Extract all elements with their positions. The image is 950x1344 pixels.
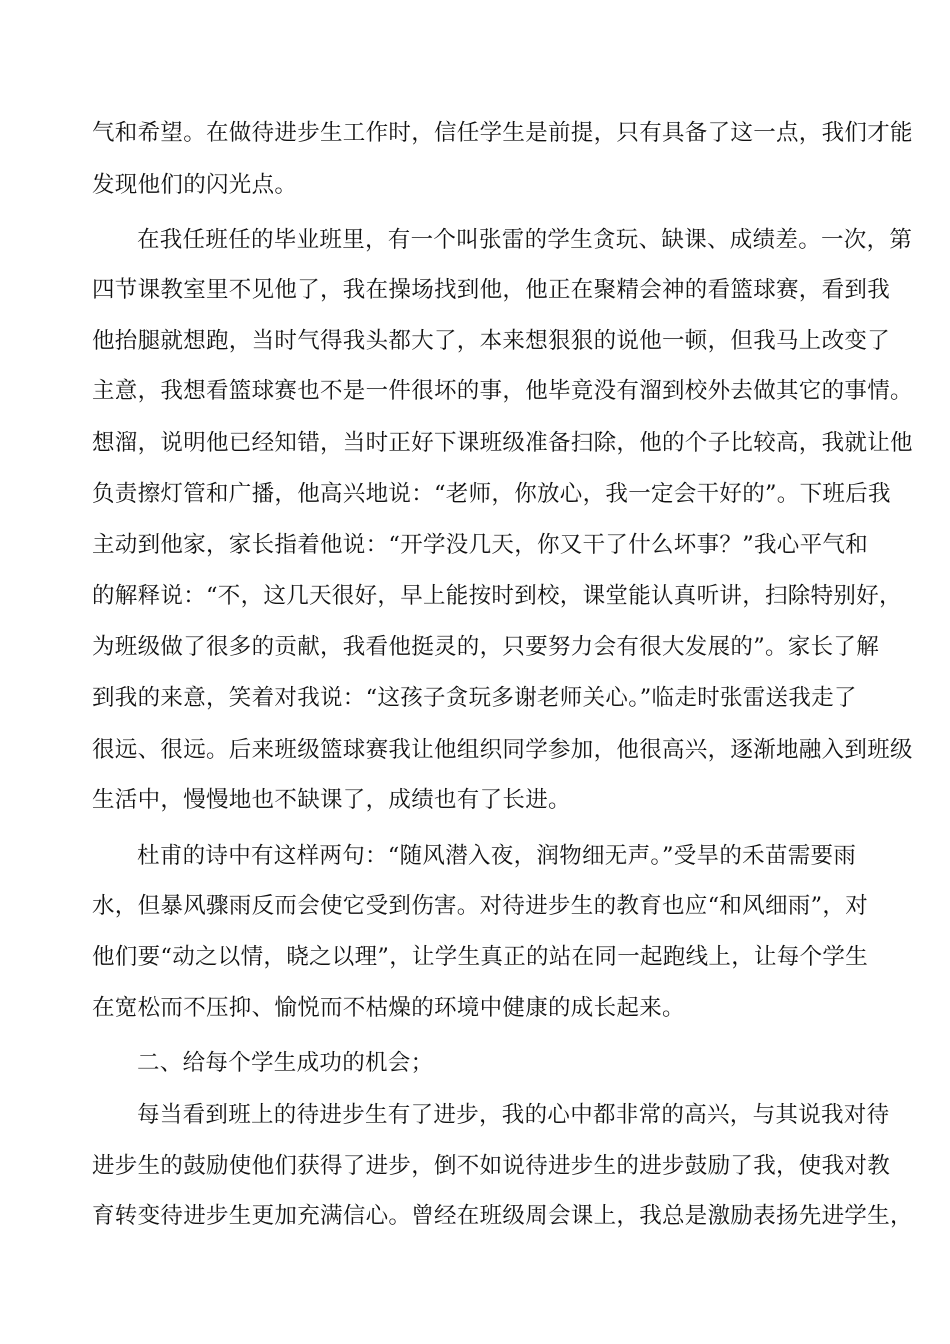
text-line: 气和希望。在做待进步生工作时，信任学生是前提，只有具备了这一点，我们才能 <box>92 120 913 146</box>
paragraph-first-line: 每当看到班上的待进步生有了进步，我的心中都非常的高兴，与其说我对待 <box>137 1102 890 1128</box>
text-line: 到我的来意，笑着对我说：“这孩子贪玩多谢老师关心。”临走时张雷送我走了 <box>92 685 857 711</box>
text-line: 很远、很远。后来班级篮球赛我让他组织同学参加，他很高兴，逐渐地融入到班级 <box>92 737 913 763</box>
text-line: 进步生的鼓励使他们获得了进步，倒不如说待进步生的进步鼓励了我，使我对教 <box>92 1153 891 1179</box>
text-line: 主动到他家，家长指着他说：“开学没几天，你又干了什么坏事？”我心平气和 <box>92 532 869 558</box>
text-line: 为班级做了很多的贡献，我看他挺灵的，只要努力会有很大发展的”。家长了解 <box>92 634 880 660</box>
text-line: 的解释说：“不，这几天很好，早上能按时到校，课堂能认真听讲，扫除特别好， <box>92 583 902 609</box>
text-line: 水，但暴风骤雨反而会使它受到伤害。对待进步生的教育也应“和风细雨”，对 <box>92 893 869 919</box>
section-heading: 二、给每个学生成功的机会； <box>137 1050 434 1076</box>
text-line: 他抬腿就想跑，当时气得我头都大了，本来想狠狠的说他一顿，但我马上改变了 <box>92 328 891 354</box>
text-line: 他们要“动之以情，晓之以理”，让学生真正的站在同一起跑线上，让每个学生 <box>92 944 869 970</box>
text-line: 负责擦灯管和广播，他高兴地说：“老师，你放心，我一定会干好的”。下班后我 <box>92 481 891 507</box>
text-line: 主意，我想看篮球赛也不是一件很坏的事，他毕竟没有溜到校外去做其它的事情。 <box>92 378 913 404</box>
text-line: 生活中，慢慢地也不缺课了，成绩也有了长进。 <box>92 787 571 813</box>
text-line: 发现他们的闪光点。 <box>92 172 298 198</box>
paragraph-first-line: 杜甫的诗中有这样两句：“随风潜入夜，润物细无声。”受旱的禾苗需要雨 <box>137 843 857 869</box>
text-line: 想溜，说明他已经知错，当时正好下课班级准备扫除，他的个子比较高，我就让他 <box>92 430 913 456</box>
text-line: 在宽松而不压抑、愉悦而不枯燥的环境中健康的成长起来。 <box>92 995 685 1021</box>
paragraph-first-line: 在我任班任的毕业班里，有一个叫张雷的学生贪玩、缺课、成绩差。一次，第 <box>137 227 913 253</box>
text-line: 四节课教室里不见他了，我在操场找到他，他正在聚精会神的看篮球赛，看到我 <box>92 277 891 303</box>
text-line: 育转变待进步生更加充满信心。曾经在班级周会课上，我总是激励表扬先进学生， <box>92 1203 913 1229</box>
